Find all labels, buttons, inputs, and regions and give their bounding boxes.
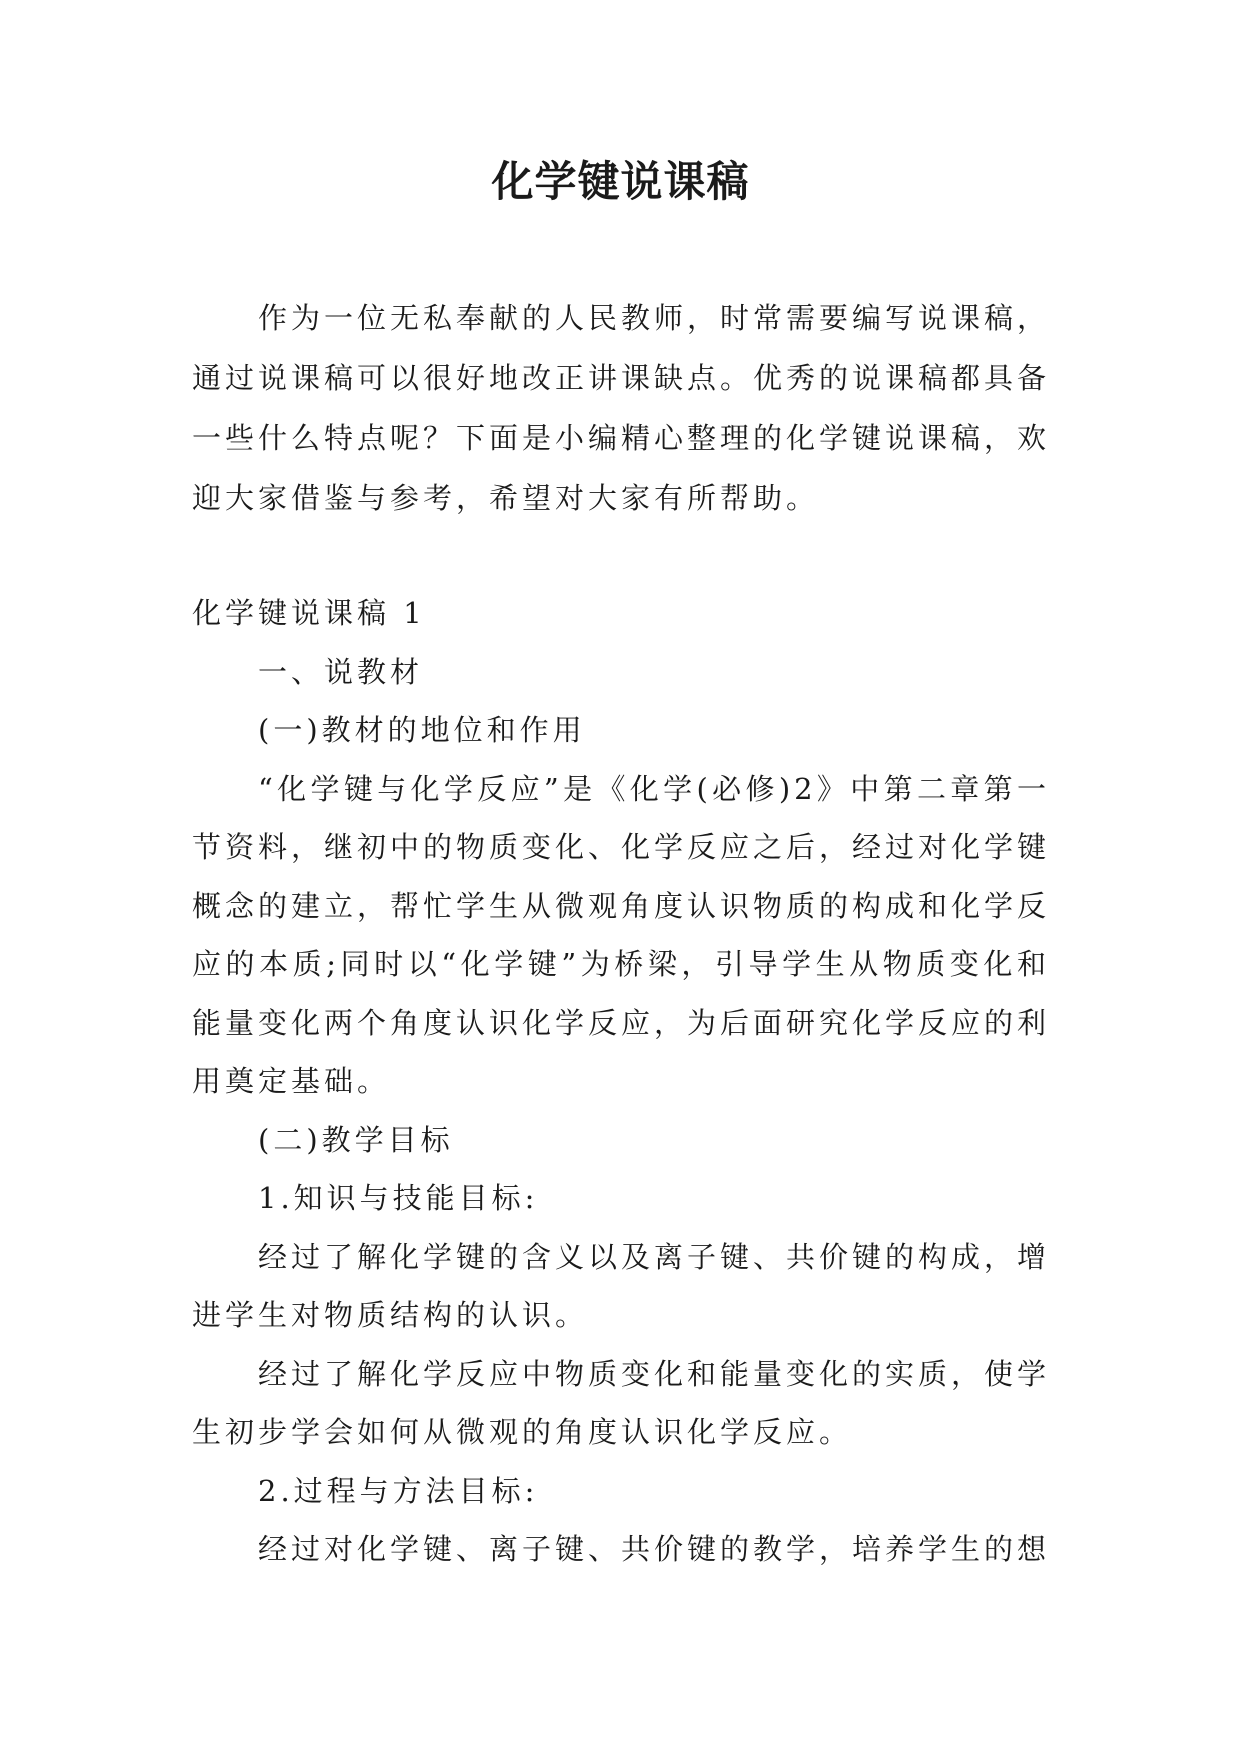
main-content — [192, 584, 1050, 1579]
subheading-goals: (二)教学目标 — [258, 1122, 454, 1157]
part-heading-teaching-material: 一、说教材 — [258, 654, 424, 689]
paragraph-knowledge-1: 经过了解化学键的含义以及离子键、共价键的构成，增进学生对物质结构的认识。 — [192, 1239, 1051, 1332]
subheading-role: (一)教材的地位和作用 — [258, 713, 586, 747]
section-heading: 化学键说课稿 1 — [192, 596, 426, 630]
paragraph-knowledge-2: 经过了解化学反应中物质变化和能量变化的实质，使学生初步学会如何从微观的角度认识化学反应。 — [192, 1356, 1051, 1449]
paragraph-role: “化学键与化学反应”是《化学(必修)2》中第二章第一节资料，继初中的物质变化、化学反应之后，经过对化学键概念的建立，帮忙学生从微观角度认识物质的构成和化学反应的本质;同时以“化学键”为桥梁，引导学生从物质变化和能量变化两个角度认识化学反应，为后面研究化学反应的利用奠定基础。 — [192, 771, 1051, 1098]
intro-block — [192, 288, 1050, 528]
paragraph-process: 经过对化学键、离子键、共价键的教学，培养学生的想 — [258, 1532, 1051, 1566]
document-title: 化学键说课稿 — [491, 157, 750, 206]
goal-process-heading: 2.过程与方法目标: — [258, 1473, 539, 1508]
intro-paragraph: 作为一位无私奉献的人民教师，时常需要编写说课稿，通过说课稿可以很好地改正讲课缺点。优秀的说课稿都具备一些什么特点呢？下面是小编精心整理的化学键说课稿，欢迎大家借鉴与参考，希望对大家有所帮助。 — [192, 301, 1051, 515]
goal-knowledge-heading: 1.知识与技能目标: — [258, 1181, 539, 1215]
